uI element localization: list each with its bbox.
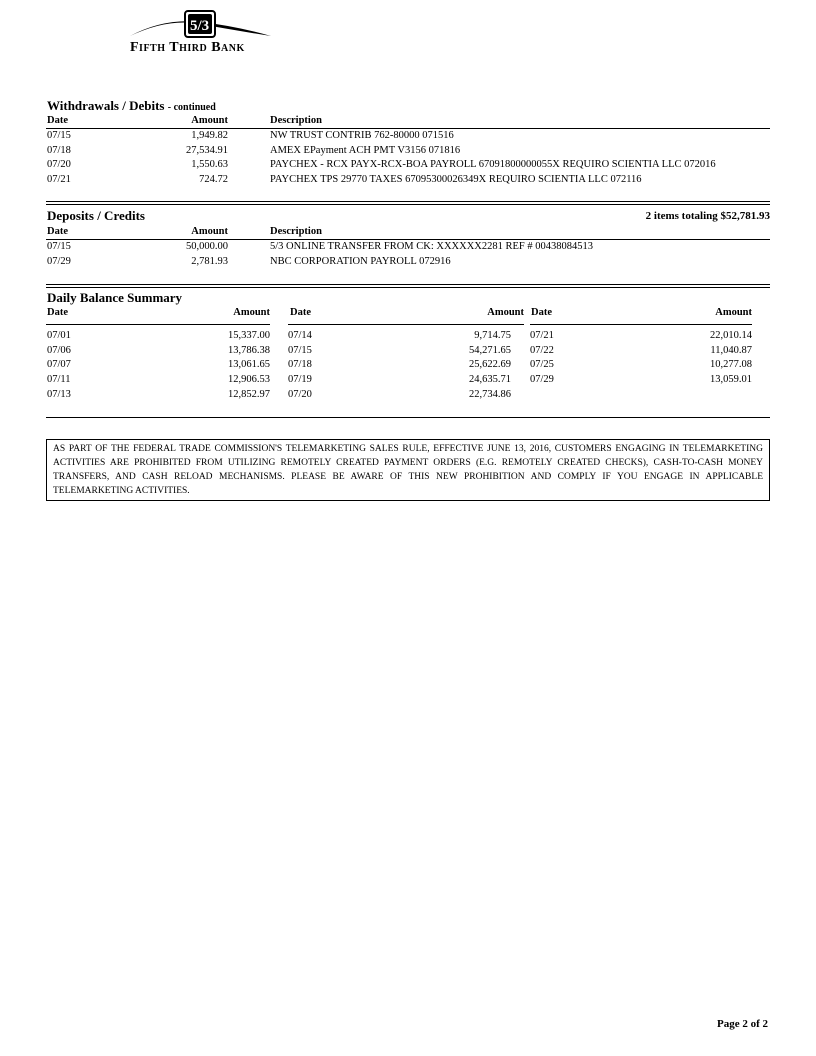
continued-label: - continued [167, 102, 216, 113]
bank-name: Fifth Third Bank [130, 40, 245, 55]
balance-amount: 9,714.75 [474, 330, 511, 341]
table-row-description: NW TRUST CONTRIB 762-80000 071516 [270, 130, 454, 141]
deposits-date-header: Date [47, 226, 68, 237]
balance-header-rule [46, 324, 270, 325]
daily-balance-title: Daily Balance Summary [47, 290, 183, 305]
balance-amount: 22,734.86 [469, 389, 511, 400]
table-row-date: 07/15 [47, 241, 71, 252]
table-row-amount: 2,781.93 [191, 256, 228, 267]
balance-date: 07/11 [47, 374, 71, 385]
withdrawals-title [47, 98, 216, 114]
balance-date-header: Date [531, 307, 552, 318]
section-divider [46, 284, 770, 288]
balance-amount: 11,040.87 [710, 345, 752, 356]
balance-amount: 12,906.53 [228, 374, 270, 385]
table-row-date: 07/20 [47, 159, 71, 170]
balance-date: 07/29 [530, 374, 554, 385]
table-row-description: PAYCHEX - RCX PAYX-RCX-BOA PAYROLL 67091800000055X REQUIRO SCIENTIA LLC 072016 [270, 159, 716, 170]
balance-amount-header: Amount [233, 307, 270, 318]
balance-header-rule [288, 324, 524, 325]
balance-date: 07/01 [47, 330, 71, 341]
table-row-description: PAYCHEX TPS 29770 TAXES 67095300026349X REQUIRO SCIENTIA LLC 072116 [270, 174, 642, 185]
withdrawals-date-header: Date [47, 115, 68, 126]
balance-date: 07/19 [288, 374, 312, 385]
withdrawals-description-header: Description [270, 115, 322, 126]
balance-date: 07/21 [530, 330, 554, 341]
balance-amount: 25,622.69 [469, 359, 511, 370]
deposits-summary: 2 items totaling $52,781.93 [645, 210, 770, 222]
balance-amount: 12,852.97 [228, 389, 270, 400]
table-row-description: AMEX EPayment ACH PMT V3156 071816 [270, 145, 461, 156]
deposits-title: Deposits / Credits [47, 208, 145, 223]
balance-date: 07/07 [47, 359, 71, 370]
bank-logo [128, 10, 273, 58]
table-row-amount: 27,534.91 [186, 145, 228, 156]
balance-amount: 24,635.71 [469, 374, 511, 385]
balance-amount: 15,337.00 [228, 330, 270, 341]
balance-amount-header: Amount [487, 307, 524, 318]
deposits-header-rule [46, 239, 770, 240]
balance-date: 07/20 [288, 389, 312, 400]
table-row-amount: 1,550.63 [191, 159, 228, 170]
telemarketing-notice: AS PART OF THE FEDERAL TRADE COMMISSION'S TELEMARKETING SALES RULE, EFFECTIVE JUNE 13, 2016, CUSTOMERS ENGAGING IN TELEMARKETING ACTIVITIES ARE PROHIBITED FROM UTILIZING REMOTELY CREATED PAYMENT ORDERS (E.G. REMOTELY CREATED CHECKS), CASH-TO-CASH MONEY TRANSFERS, AND CASH RELOAD MECHANISMS. PLEASE BE AWARE OF THIS NEW PROHIBITION AND COMPLY IF YOU ENGAGE IN APPLICABLE TELEMARKETING ACTIVITIES. [46, 439, 770, 501]
withdrawals-title-text: Withdrawals / Debits [47, 98, 165, 113]
balance-date-header: Date [47, 307, 68, 318]
balance-date-header: Date [290, 307, 311, 318]
balance-date: 07/06 [47, 345, 71, 356]
fifth-third-logo-icon [128, 10, 273, 40]
balance-date: 07/15 [288, 345, 312, 356]
table-row-amount: 724.72 [199, 174, 228, 185]
table-row-description: NBC CORPORATION PAYROLL 072916 [270, 256, 451, 267]
section-divider [46, 417, 770, 418]
withdrawals-header-rule [46, 128, 770, 129]
table-row-date: 07/21 [47, 174, 71, 185]
section-divider [46, 201, 770, 205]
balance-amount: 54,271.65 [469, 345, 511, 356]
table-row-amount: 1,949.82 [191, 130, 228, 141]
balance-date: 07/18 [288, 359, 312, 370]
svg-text:5/3: 5/3 [190, 18, 210, 34]
page-number: Page 2 of 2 [716, 1018, 768, 1030]
balance-amount: 13,061.65 [228, 359, 270, 370]
balance-date: 07/25 [530, 359, 554, 370]
table-row-date: 07/29 [47, 256, 71, 267]
table-row-date: 07/18 [47, 145, 71, 156]
withdrawals-amount-header: Amount [191, 115, 228, 126]
balance-header-rule [530, 324, 752, 325]
table-row-amount: 50,000.00 [186, 241, 228, 252]
balance-amount: 22,010.14 [710, 330, 752, 341]
balance-date: 07/13 [47, 389, 71, 400]
balance-amount: 13,786.38 [228, 345, 270, 356]
deposits-amount-header: Amount [191, 226, 228, 237]
balance-date: 07/14 [288, 330, 312, 341]
balance-date: 07/22 [530, 345, 554, 356]
deposits-description-header: Description [270, 226, 322, 237]
balance-amount-header: Amount [715, 307, 752, 318]
table-row-description: 5/3 ONLINE TRANSFER FROM CK: XXXXXX2281 REF # 00438084513 [270, 241, 593, 252]
balance-amount: 10,277.08 [710, 359, 752, 370]
balance-amount: 13,059.01 [710, 374, 752, 385]
table-row-date: 07/15 [47, 130, 71, 141]
